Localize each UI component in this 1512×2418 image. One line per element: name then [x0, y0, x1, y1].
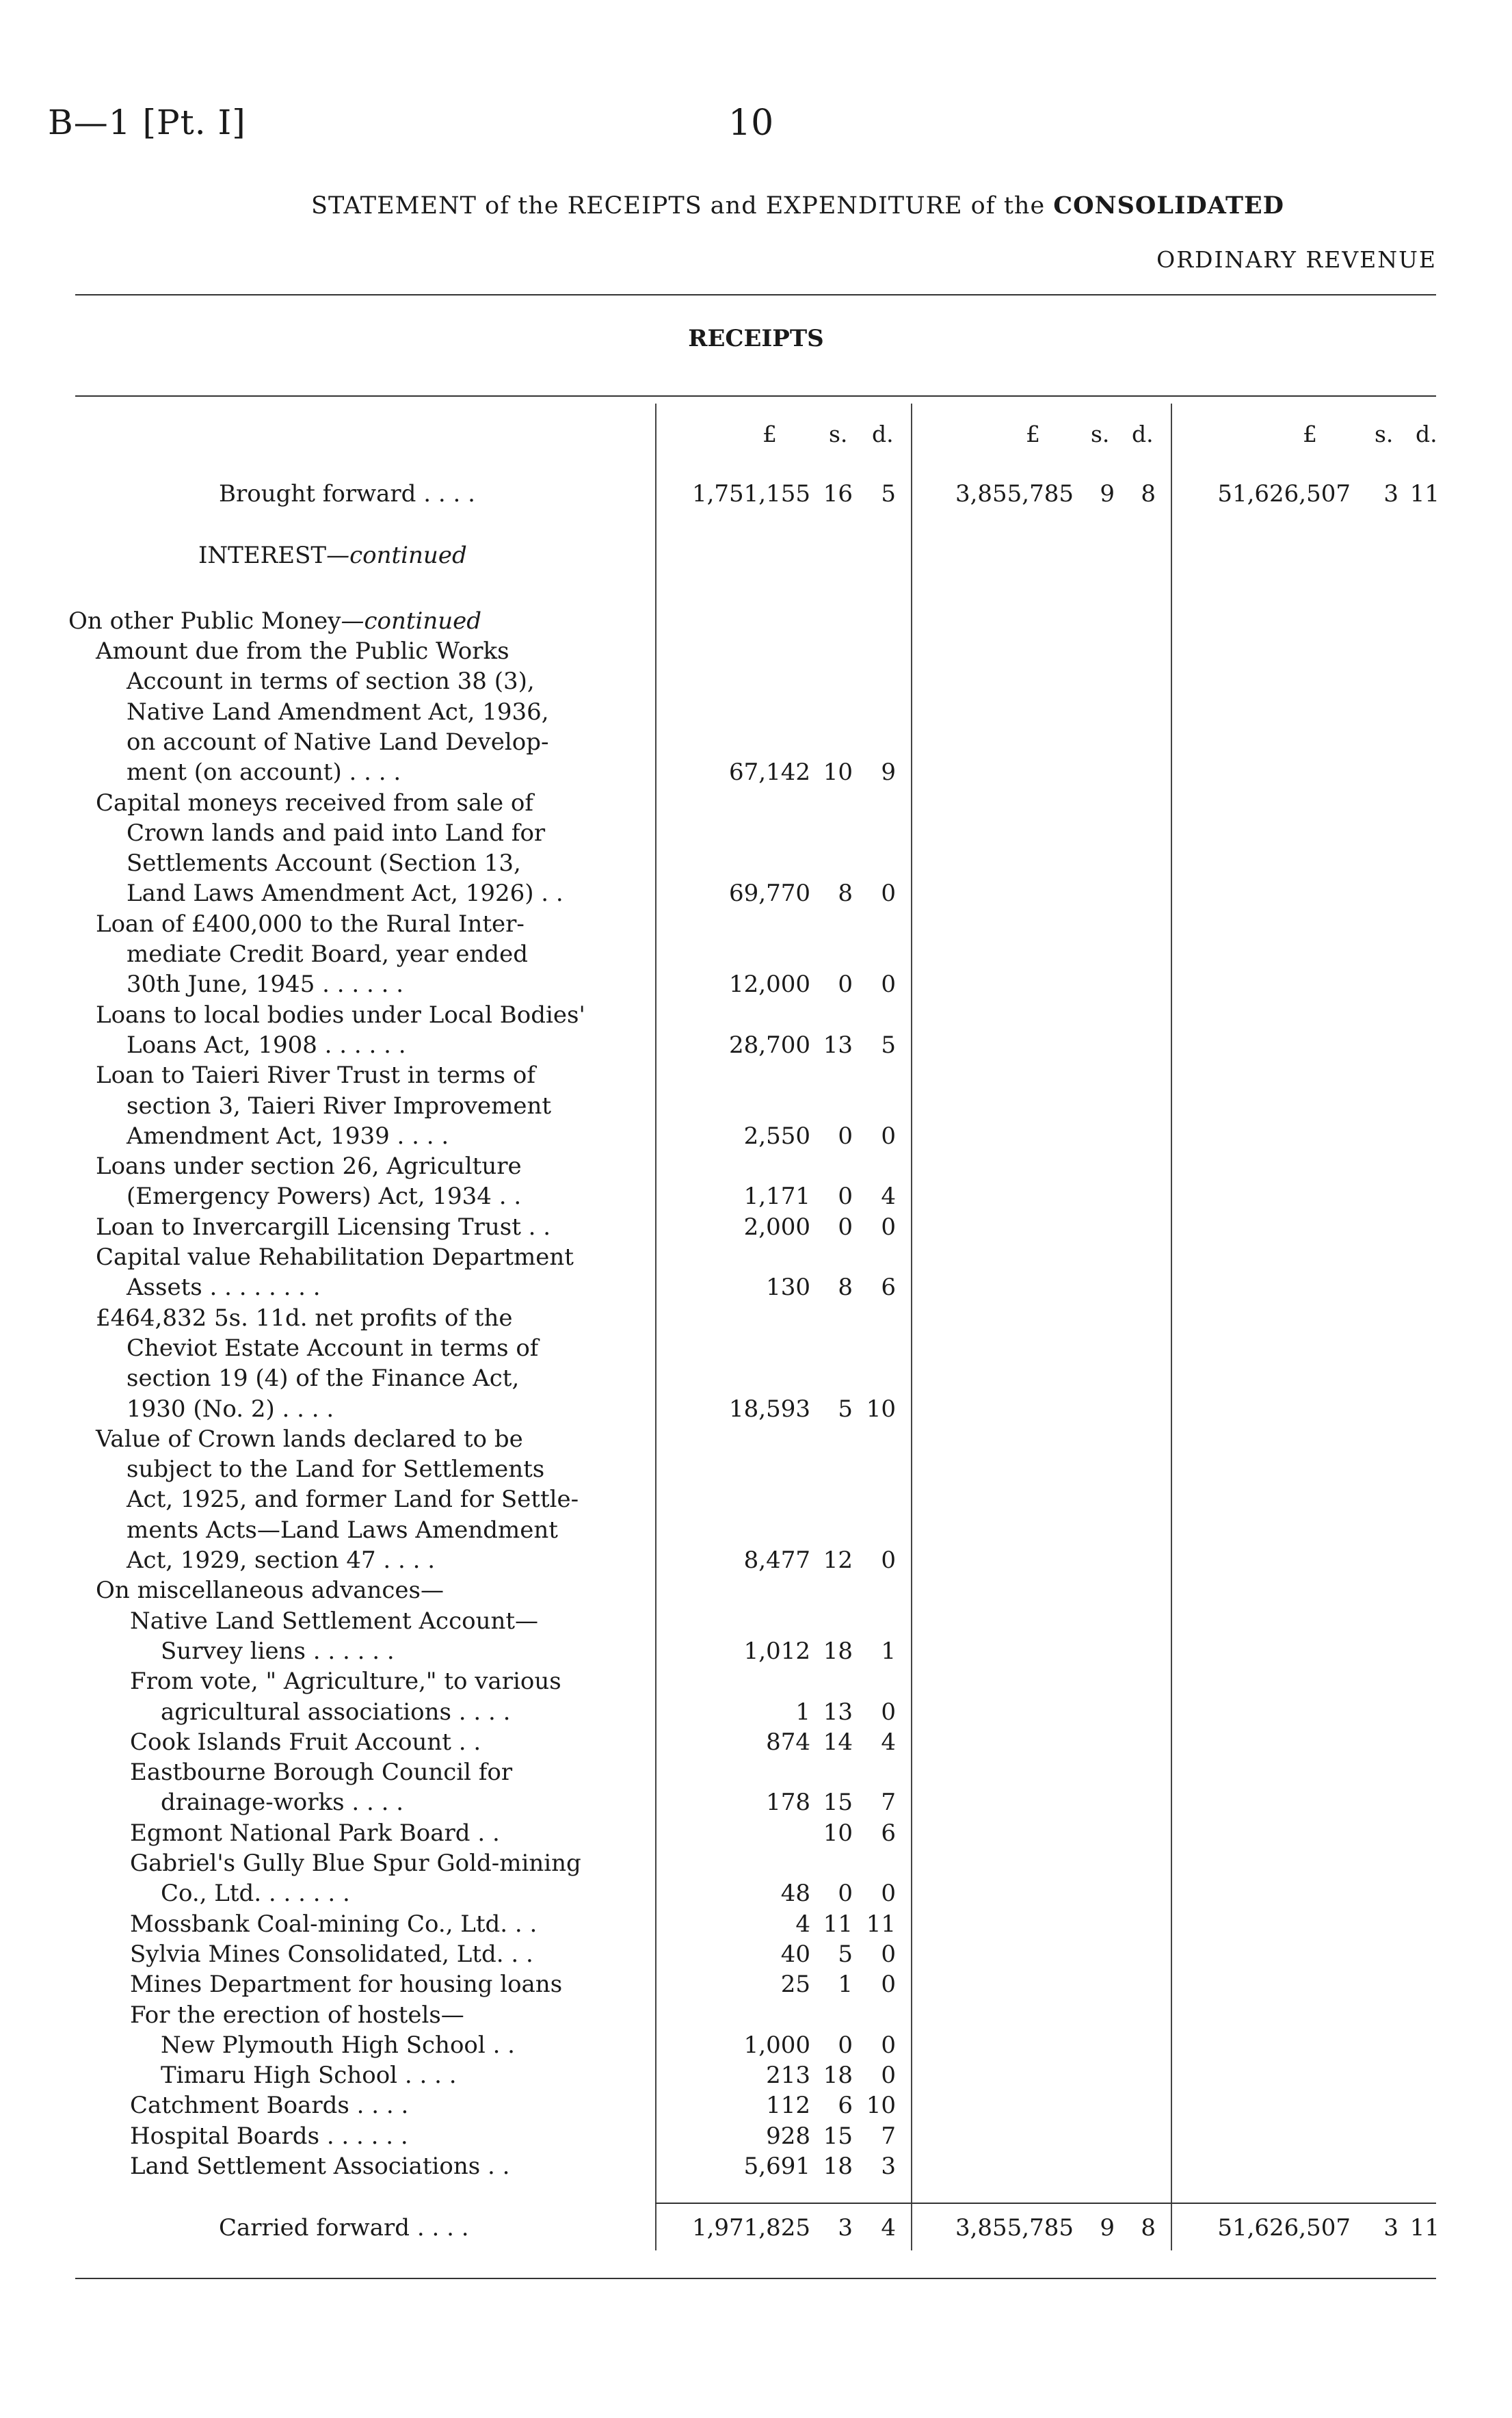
- shillings-header: s.: [1091, 421, 1110, 447]
- row-text: Catchment Boards . . . .: [130, 2092, 409, 2120]
- pence-header: d.: [1132, 421, 1154, 447]
- row-text: New Plymouth High School . .: [161, 2031, 515, 2059]
- section-title: RECEIPTS: [688, 325, 824, 352]
- row-shillings: 5: [838, 1940, 853, 1968]
- row-pence: 0: [881, 1880, 896, 1908]
- row-text: Crown lands and paid into Land for: [127, 819, 546, 847]
- row-shillings: 10: [823, 1819, 853, 1847]
- brought-forward-col1-pence: 5: [881, 480, 896, 508]
- rule-total: [655, 2203, 1436, 2204]
- carried-forward-col2-pounds: 3,855,785: [955, 2214, 1074, 2242]
- row-text: From vote, " Agriculture," to various: [130, 1668, 561, 1696]
- row-pounds: 67,142: [729, 759, 810, 787]
- page-number: 10: [728, 103, 774, 144]
- row-text: Loan to Invercargill Licensing Trust . .: [96, 1213, 551, 1241]
- row-pence: 0: [881, 1971, 896, 1999]
- row-text: For the erection of hostels—: [130, 2001, 464, 2029]
- carried-forward-col1-pence: 4: [881, 2214, 896, 2242]
- row-text: Mines Department for housing loans: [130, 1971, 563, 1999]
- row-text: ment (on account) . . . .: [127, 759, 401, 787]
- row-text: Loans under section 26, Agriculture: [96, 1153, 522, 1181]
- row-shillings: 0: [838, 971, 853, 999]
- row-pounds: 28,700: [729, 1031, 810, 1059]
- row-text: Sylvia Mines Consolidated, Ltd. . .: [130, 1940, 533, 1968]
- row-shillings: 15: [823, 2122, 853, 2150]
- pound-header: £: [762, 421, 777, 447]
- row-pounds: 8,477: [743, 1547, 810, 1574]
- row-pence: 7: [881, 2122, 896, 2150]
- pound-header: £: [1026, 421, 1040, 447]
- row-text: mediate Credit Board, year ended: [127, 941, 529, 968]
- row-shillings: 18: [823, 2062, 853, 2090]
- row-text: Account in terms of section 38 (3),: [127, 668, 535, 696]
- pound-header: £: [1303, 421, 1317, 447]
- brought-forward-col3-pence: 11: [1409, 480, 1440, 508]
- row-pounds: 112: [766, 2092, 810, 2120]
- row-shillings: 13: [823, 1031, 853, 1059]
- row-text: Amount due from the Public Works: [96, 638, 509, 665]
- row-text: subject to the Land for Settlements: [127, 1456, 545, 1484]
- row-text: drainage-works . . . .: [161, 1789, 404, 1817]
- row-pounds: 178: [766, 1789, 810, 1817]
- statement-subtitle: ORDINARY REVENUE: [1156, 246, 1437, 273]
- brought-forward-col1-pounds: 1,751,155: [691, 480, 810, 508]
- row-pence: 10: [866, 2092, 896, 2120]
- row-pence: 10: [866, 1395, 896, 1423]
- shillings-header: s.: [829, 421, 848, 447]
- sub-heading: On other Public Money—continued: [68, 607, 482, 635]
- row-shillings: 0: [838, 1880, 853, 1908]
- carried-forward-col2-pence: 8: [1141, 2214, 1156, 2242]
- row-text: Settlements Account (Section 13,: [127, 850, 521, 878]
- row-text: Hospital Boards . . . . . .: [130, 2122, 408, 2150]
- row-pounds: 1: [795, 1698, 810, 1726]
- row-shillings: 8: [838, 880, 853, 908]
- rule-top: [75, 294, 1436, 295]
- row-shillings: 10: [823, 759, 853, 787]
- row-pence: 0: [881, 2062, 896, 2090]
- row-pounds: 40: [780, 1940, 810, 1968]
- row-text: agricultural associations . . . .: [161, 1698, 511, 1726]
- brought-forward-col1-shillings: 16: [823, 480, 853, 508]
- brought-forward-col2-pounds: 3,855,785: [955, 480, 1074, 508]
- row-text: on account of Native Land Develop-: [127, 728, 549, 756]
- row-pounds: 69,770: [729, 880, 810, 908]
- row-pounds: 25: [780, 1971, 810, 1999]
- row-pounds: 12,000: [729, 971, 810, 999]
- row-shillings: 15: [823, 1789, 853, 1817]
- row-shillings: 11: [823, 1910, 853, 1938]
- row-pence: 0: [881, 1122, 896, 1150]
- row-shillings: 6: [838, 2092, 853, 2120]
- row-pounds: 1,000: [743, 2031, 810, 2059]
- row-text: (Emergency Powers) Act, 1934 . .: [127, 1183, 522, 1211]
- row-pounds: 1,012: [743, 1637, 810, 1665]
- carried-forward-col2-shillings: 9: [1100, 2214, 1115, 2242]
- row-shillings: 0: [838, 1213, 853, 1241]
- row-shillings: 5: [838, 1395, 853, 1423]
- row-pounds: 130: [766, 1274, 810, 1302]
- row-pounds: 48: [780, 1880, 810, 1908]
- row-pounds: 213: [766, 2062, 810, 2090]
- row-text: Capital value Rehabilitation Department: [96, 1244, 574, 1271]
- row-text: Act, 1929, section 47 . . . .: [127, 1547, 436, 1574]
- row-pounds: 4: [795, 1910, 810, 1938]
- row-shillings: 14: [823, 1728, 853, 1756]
- row-pounds: 928: [766, 2122, 810, 2150]
- title-text: STATEMENT of the RECEIPTS and EXPENDITURE of the: [311, 192, 1054, 220]
- row-text: 30th June, 1945 . . . . . .: [127, 971, 404, 999]
- row-shillings: 1: [838, 1971, 853, 1999]
- row-pounds: 18,593: [729, 1395, 810, 1423]
- row-text: Native Land Settlement Account—: [130, 1607, 539, 1635]
- carried-forward-col1-pounds: 1,971,825: [691, 2214, 810, 2242]
- row-shillings: 18: [823, 1637, 853, 1665]
- carried-forward-col3-pounds: 51,626,507: [1217, 2214, 1351, 2242]
- row-pence: 9: [881, 759, 896, 787]
- row-text: Egmont National Park Board . .: [130, 1819, 500, 1847]
- row-pence: 6: [881, 1819, 896, 1847]
- row-shillings: 0: [838, 1183, 853, 1211]
- row-text: Land Settlement Associations . .: [130, 2153, 510, 2180]
- document-reference: B—1 [Pt. I]: [48, 103, 246, 142]
- brought-forward-label: Brought forward . . . .: [219, 480, 475, 508]
- row-text: Loan of £400,000 to the Rural Inter-: [96, 910, 525, 938]
- row-text: section 19 (4) of the Finance Act,: [127, 1365, 520, 1393]
- row-text: Land Laws Amendment Act, 1926) . .: [127, 880, 563, 908]
- row-pence: 1: [881, 1637, 896, 1665]
- row-pence: 3: [881, 2153, 896, 2180]
- brought-forward-col3-pounds: 51,626,507: [1217, 480, 1351, 508]
- row-pence: 0: [881, 1698, 896, 1726]
- column-divider-2: [911, 404, 912, 2250]
- row-text: Cheviot Estate Account in terms of: [127, 1334, 539, 1362]
- row-pence: 0: [881, 1940, 896, 1968]
- row-text: Amendment Act, 1939 . . . .: [127, 1122, 449, 1150]
- carried-forward-col3-shillings: 3: [1383, 2214, 1398, 2242]
- row-text: ments Acts—Land Laws Amendment: [127, 1516, 558, 1544]
- row-pence: 6: [881, 1274, 896, 1302]
- row-shillings: 0: [838, 2031, 853, 2059]
- row-text: Gabriel's Gully Blue Spur Gold-mining: [130, 1850, 581, 1877]
- row-text: Mossbank Coal-mining Co., Ltd. . .: [130, 1910, 538, 1938]
- row-pence: 7: [881, 1789, 896, 1817]
- rule-header: [75, 395, 1436, 397]
- row-text: section 3, Taieri River Improvement: [127, 1092, 552, 1120]
- row-text: £464,832 5s. 11d. net profits of the: [96, 1304, 513, 1332]
- brought-forward-col2-pence: 8: [1141, 480, 1156, 508]
- row-pounds: 5,691: [743, 2153, 810, 2180]
- row-text: Cook Islands Fruit Account . .: [130, 1728, 481, 1756]
- rule-bottom: [75, 2278, 1436, 2279]
- row-pence: 4: [881, 1728, 896, 1756]
- row-text: Assets . . . . . . . .: [127, 1274, 321, 1302]
- row-text: On miscellaneous advances—: [96, 1577, 444, 1605]
- row-text: Act, 1925, and former Land for Settle-: [127, 1486, 579, 1514]
- row-text: Loans Act, 1908 . . . . . .: [127, 1031, 406, 1059]
- pence-header: d.: [1416, 421, 1437, 447]
- row-text: Timaru High School . . . .: [161, 2062, 457, 2090]
- title-bold: CONSOLIDATED: [1053, 192, 1285, 220]
- row-pence: 0: [881, 880, 896, 908]
- row-pounds: 874: [766, 1728, 810, 1756]
- row-shillings: 12: [823, 1547, 853, 1574]
- row-pence: 4: [881, 1183, 896, 1211]
- row-text: Eastbourne Borough Council for: [130, 1759, 513, 1787]
- brought-forward-col3-shillings: 3: [1383, 480, 1398, 508]
- pence-header: d.: [872, 421, 894, 447]
- row-pence: 0: [881, 2031, 896, 2059]
- column-divider-3: [1171, 404, 1172, 2250]
- row-pence: 11: [866, 1910, 896, 1938]
- column-divider-1: [655, 404, 656, 2250]
- row-text: Loan to Taieri River Trust in terms of: [96, 1062, 535, 1090]
- row-pence: 5: [881, 1031, 896, 1059]
- shillings-header: s.: [1375, 421, 1394, 447]
- row-text: Capital moneys received from sale of: [96, 789, 533, 817]
- row-pence: 0: [881, 1547, 896, 1574]
- statement-title: [311, 192, 1284, 220]
- row-pence: 0: [881, 1213, 896, 1241]
- row-shillings: 18: [823, 2153, 853, 2180]
- row-pounds: 1,171: [743, 1183, 810, 1211]
- row-text: Loans to local bodies under Local Bodies': [96, 1001, 585, 1029]
- carried-forward-col1-shillings: 3: [838, 2214, 853, 2242]
- row-pounds: 2,000: [743, 1213, 810, 1241]
- section-heading: INTEREST—continued: [198, 542, 467, 569]
- row-text: Survey liens . . . . . .: [161, 1637, 395, 1665]
- row-text: Native Land Amendment Act, 1936,: [127, 698, 549, 726]
- brought-forward-col2-shillings: 9: [1100, 480, 1115, 508]
- row-pence: 0: [881, 971, 896, 999]
- row-text: Value of Crown lands declared to be: [96, 1425, 523, 1453]
- row-shillings: 13: [823, 1698, 853, 1726]
- row-pounds: 2,550: [743, 1122, 810, 1150]
- row-shillings: 8: [838, 1274, 853, 1302]
- row-text: Co., Ltd. . . . . . .: [161, 1880, 350, 1908]
- carried-forward-col3-pence: 11: [1409, 2214, 1440, 2242]
- row-text: 1930 (No. 2) . . . .: [127, 1395, 334, 1423]
- carried-forward-label: Carried forward . . . .: [219, 2214, 469, 2242]
- row-shillings: 0: [838, 1122, 853, 1150]
